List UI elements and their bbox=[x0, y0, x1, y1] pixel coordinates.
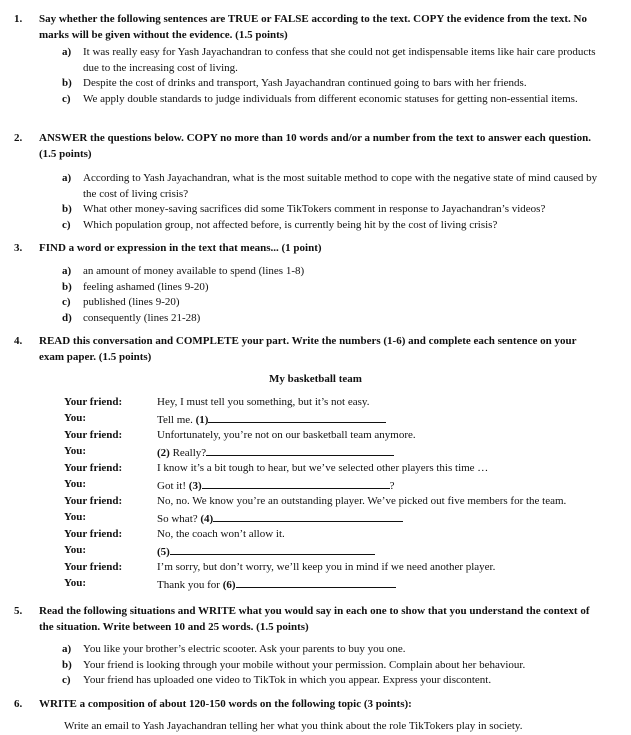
question-6-prompt: 6. WRITE a composition of about 120-150 words on the following topic (3 points): bbox=[14, 698, 412, 710]
question-4-prompt: 4. READ this conversation and COMPLETE your part. Write the numbers (1-6) and complete each sentence on your exam paper. (1.5 points) bbox=[14, 335, 577, 363]
question-2-prompt: 2. ANSWER the questions below. COPY no more than 10 words and/or a number from the text to answer each question. (1.5 points) bbox=[14, 132, 591, 160]
dialogue-row: Your friend: I know it’s a bit tough to hear, but we’ve selected other players this time … bbox=[64, 462, 489, 474]
list-item: b) Your friend is looking through your mobile without your permission. Complain about her behaviour. bbox=[62, 658, 526, 671]
answer-blank-2[interactable] bbox=[206, 444, 394, 456]
question-5-items bbox=[62, 642, 602, 689]
dialogue-row: Your friend: Unfortunately, you’re not on our basketball team anymore. bbox=[64, 429, 416, 441]
dialogue-row: You: So what? (4) bbox=[64, 510, 599, 528]
conversation bbox=[64, 395, 599, 593]
dialogue-row: You: Got it! (3) ? bbox=[64, 477, 395, 492]
dialogue-row: Your friend: Hey, I must tell you something, but it’s not easy. bbox=[64, 396, 370, 408]
dialogue-row: You: (2) Really? bbox=[64, 444, 599, 462]
question-3-prompt: 3. FIND a word or expression in the text that means... (1 point) bbox=[14, 242, 322, 254]
question-5-prompt: 5. Read the following situations and WRITE what you would say in each one to show that you understand the context of the situation. Write between 10 and 25 words. (1.5 points) bbox=[14, 605, 590, 633]
list-item: a) According to Yash Jayachandran, what is the most suitable method to cope with the negative state of mind caused by the cost of living crisis? bbox=[62, 172, 598, 200]
list-item: c) Your friend has uploaded one video to TikTok in which you appear. Express your discontent. bbox=[62, 674, 492, 686]
answer-blank-6[interactable] bbox=[236, 576, 396, 588]
answer-blank-5[interactable] bbox=[170, 543, 375, 555]
dialogue-row: Your friend: No, the coach won’t allow it. bbox=[64, 528, 285, 540]
conversation-title: My basketball team bbox=[269, 373, 362, 385]
list-item: a) You like your brother’s electric scooter. Ask your parents to buy you one. bbox=[62, 643, 406, 655]
dialogue-row: You: Thank you for (6) bbox=[64, 576, 599, 594]
question-1-items bbox=[62, 45, 602, 107]
list-item: c) Which population group, not affected before, is currently being hit by the cost of living crisis? bbox=[62, 218, 498, 231]
list-item: c) published (lines 9-20) bbox=[62, 296, 180, 308]
list-item: b) What other money-saving sacrifices did some TikTokers comment in response to Jayachandran’s videos? bbox=[62, 203, 546, 215]
list-item: a) an amount of money available to spend (lines 1-8) bbox=[62, 265, 305, 277]
dialogue-row: Your friend: I’m sorry, but don’t worry, we’ll keep you in mind if we need another player. bbox=[64, 561, 496, 573]
dialogue-row: Your friend: No, no. We know you’re an outstanding player. We’ve picked out five members for the team. bbox=[64, 495, 567, 507]
list-item: d) consequently (lines 21-28) bbox=[62, 311, 201, 324]
question-2-items bbox=[62, 171, 602, 233]
question-1-prompt: 1. Say whether the following sentences are TRUE or FALSE according to the text. COPY the evidence from the text. No marks will be given without the evidence. (1.5 points) bbox=[14, 13, 587, 41]
dialogue-row: You: (5) bbox=[64, 543, 599, 561]
list-item: c) We apply double standards to judge individuals from different economic statuses for getting non-essential items. bbox=[62, 92, 578, 105]
question-6-task: Write an email to Yash Jayachandran telling her what you think about the role TikTokers play in society. bbox=[64, 720, 523, 732]
answer-blank-4[interactable] bbox=[213, 510, 403, 522]
list-item: b) feeling ashamed (lines 9-20) bbox=[62, 280, 209, 293]
dialogue-row: You: Tell me. (1) bbox=[64, 411, 599, 429]
list-item: a) It was really easy for Yash Jayachandran to confess that she could not get indispensable items like hair care products due to the increasing cost of living. bbox=[62, 46, 596, 74]
answer-blank-3[interactable] bbox=[202, 477, 390, 489]
question-3-items bbox=[62, 264, 602, 326]
list-item: b) Despite the cost of drinks and transport, Yash Jayachandran continued going to bars with her friends. bbox=[62, 77, 527, 89]
answer-blank-1[interactable] bbox=[208, 411, 386, 423]
